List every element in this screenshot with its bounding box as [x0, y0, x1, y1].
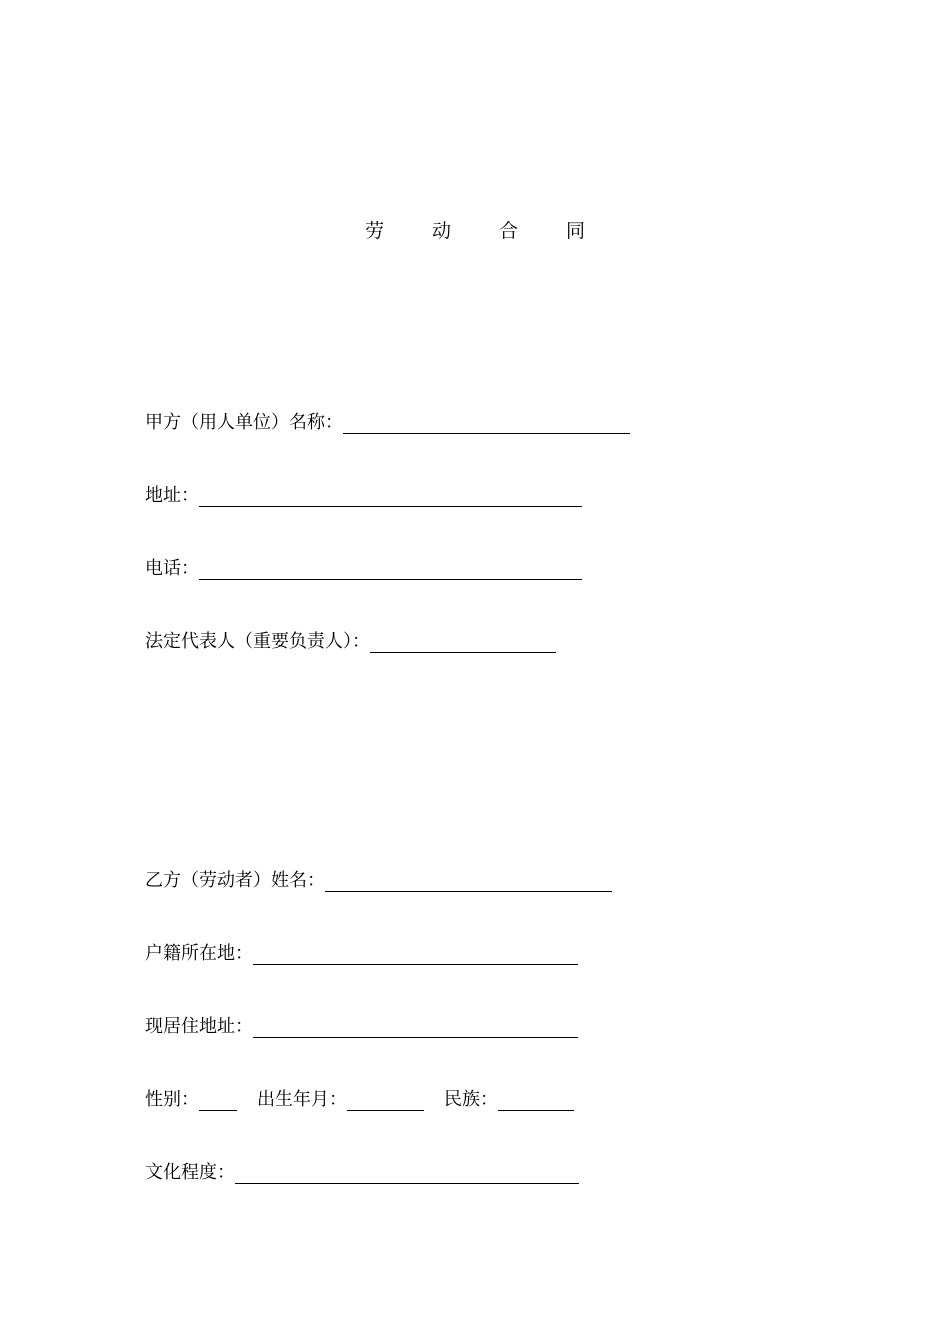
party-b-residence-label: 现居住地址： [145, 1016, 253, 1037]
party-a-legal-rep-row [145, 628, 556, 656]
party-a-address-label: 地址： [145, 485, 199, 506]
party-a-name-row [145, 409, 630, 437]
party-b-education-label: 文化程度： [145, 1162, 235, 1183]
party-b-household-label: 户籍所在地： [145, 943, 253, 964]
party-a-legal-rep-label: 法定代表人（重要负责人）： [145, 631, 370, 652]
party-b-birth-field[interactable] [347, 1092, 424, 1111]
party-b-education-field[interactable] [235, 1165, 579, 1184]
document-title: 劳 动 合 同 [364, 220, 607, 242]
party-b-residence-field[interactable] [253, 1019, 578, 1038]
party-b-name-field[interactable] [325, 873, 612, 892]
party-a-name-label: 甲方（用人单位）名称： [145, 412, 343, 433]
party-a-phone-row [145, 555, 582, 583]
party-b-household-row [145, 940, 578, 968]
party-b-personal-row [145, 1086, 574, 1114]
party-b-household-field[interactable] [253, 946, 578, 965]
party-a-name-field[interactable] [343, 415, 630, 434]
party-a-phone-field[interactable] [199, 561, 582, 580]
party-b-ethnicity-field[interactable] [498, 1092, 574, 1111]
party-a-address-field[interactable] [199, 488, 582, 507]
party-b-ethnicity-label: 民族： [444, 1089, 498, 1110]
party-a-legal-rep-field[interactable] [370, 634, 556, 653]
party-a-address-row [145, 482, 582, 510]
party-b-gender-field[interactable] [199, 1092, 237, 1111]
party-b-gender-label: 性别： [145, 1089, 199, 1110]
party-b-name-label: 乙方（劳动者）姓名： [145, 870, 325, 891]
party-b-birth-label: 出生年月： [257, 1089, 347, 1110]
party-b-education-row [145, 1159, 579, 1187]
party-a-phone-label: 电话： [145, 558, 199, 579]
party-b-residence-row [145, 1013, 578, 1041]
party-b-name-row [145, 867, 612, 895]
